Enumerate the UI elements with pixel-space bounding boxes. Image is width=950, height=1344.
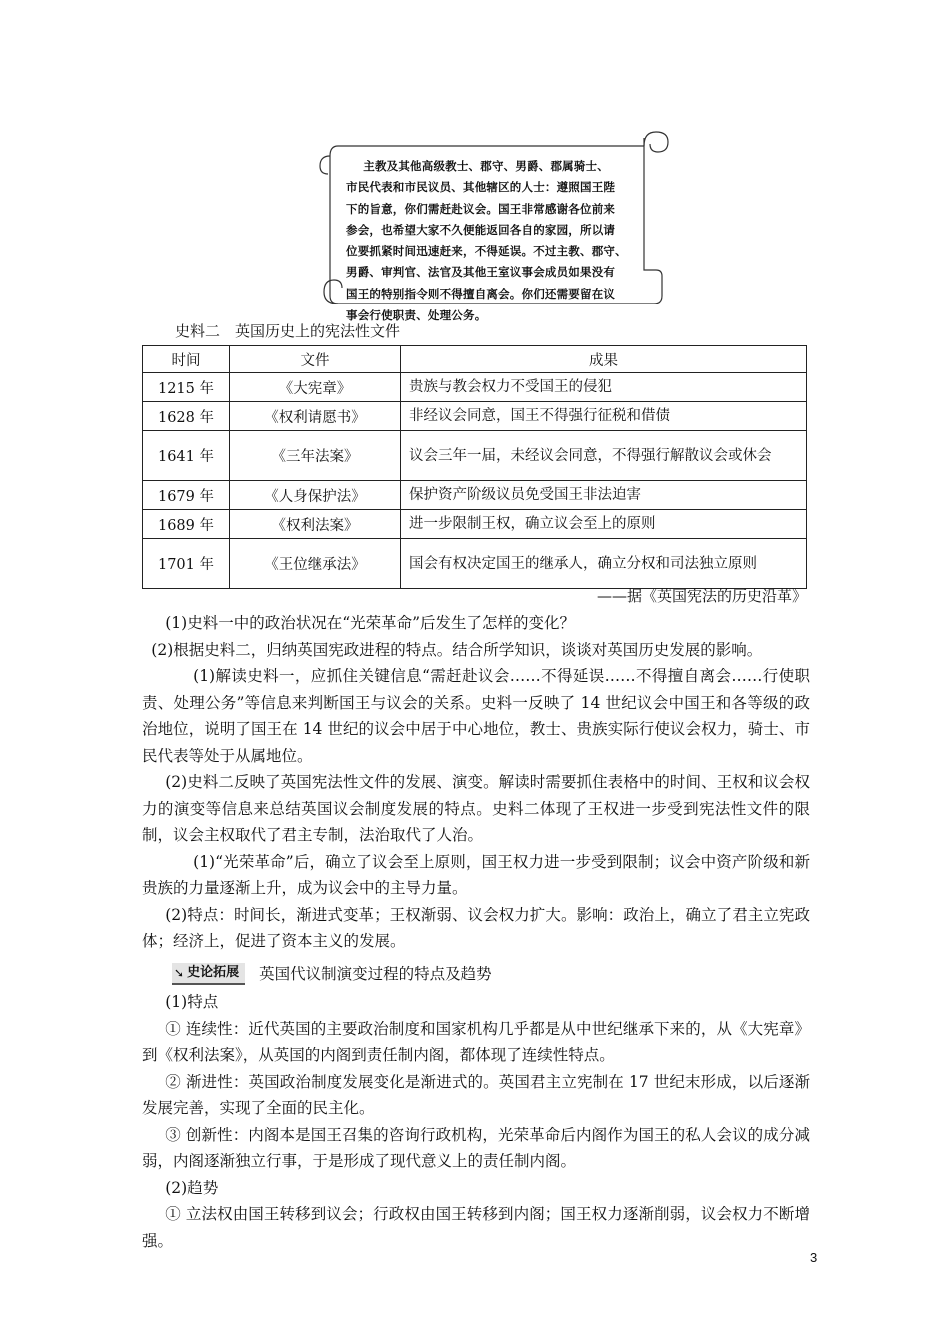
- cell-document: 《权利请愿书》: [230, 402, 401, 431]
- table-row: [143, 402, 807, 431]
- cell-time: 1628 年: [143, 402, 230, 431]
- scroll-line: 主教及其他高级教士、郡守、男爵、郡属骑士、: [363, 159, 609, 173]
- cell-document: 《大宪章》: [230, 373, 401, 402]
- extension-tag-label: 史论拓展: [187, 964, 240, 980]
- analysis-1: (1)解读史料一，应抓住关键信息“需赶赴议会……不得延误……不得擅自离会……行使职责、处理公务”等信息来判断国王与议会的关系。史料一反映了 14 世纪议会中国王和各等级的政治地位，说明了国王在 14 世纪的议会中居于中心地位，教士、贵族实际行使议会权力，骑士、市民代表等处于从属地位。: [142, 667, 810, 765]
- cell-document: 《人身保护法》: [230, 481, 401, 510]
- answer-1: (1)“光荣革命”后，确立了议会至上原则，国王权力进一步受到限制；议会中资产阶级和新贵族的力量逐渐上升，成为议会中的主导力量。: [142, 852, 810, 897]
- cell-result: 贵族与教会权力不受国王的侵犯: [401, 373, 807, 402]
- cell-document: 《权利法案》: [230, 510, 401, 539]
- header-document: 文件: [230, 346, 401, 373]
- cell-result: 国会有权决定国王的继承人，确立分权和司法独立原则: [401, 539, 807, 589]
- extension-point-4: ① 立法权由国王转移到议会；行政权由国王转移到内阁；国王权力逐渐削弱，议会权力不断增强。: [142, 1205, 810, 1250]
- scroll-line: 市民代表和市民议员、其他辖区的人士：遵照国王陛: [346, 180, 616, 195]
- analysis-2: (2)史料二反映了英国宪法性文件的发展、演变。解读时需要抓住表格中的时间、王权和议会权力的演变等信息来总结英国议会制度发展的特点。史料二体现了王权进一步受到宪法性文件的限制，议会主权取代了君主专制，法治取代了人治。: [142, 773, 810, 844]
- cell-time: 1679 年: [143, 481, 230, 510]
- constitution-table: [142, 345, 807, 589]
- cell-document: 《王位继承法》: [230, 539, 401, 589]
- cell-time: 1689 年: [143, 510, 230, 539]
- cell-result: 议会三年一届，未经议会同意，不得强行解散议会或休会: [401, 431, 807, 481]
- cell-result: 非经议会同意，国王不得强行征税和借债: [401, 402, 807, 431]
- extension-header: [142, 961, 810, 988]
- scroll-text: [346, 156, 658, 326]
- table-row: [143, 510, 807, 539]
- scroll-line: 国王的特别指令则不得擅自离会。你们还需要留在议: [346, 286, 616, 301]
- cell-time: 1215 年: [143, 373, 230, 402]
- answer-2: (2)特点：时间长，渐进式变革；王权渐弱、议会权力扩大。影响：政治上，确立了君主立宪政体；经济上，促进了资本主义的发展。: [142, 905, 810, 950]
- extension-point-3: ③ 创新性：内阁本是国王召集的咨询行政机构，光荣革命后内阁作为国王的私人会议的成分减弱，内阁逐渐独立行事，于是形成了现代意义上的责任制内阁。: [142, 1125, 810, 1170]
- extension-heading-2: (2)趋势: [165, 1178, 219, 1197]
- cell-result: 保护资产阶级议员免受国王非法迫害: [401, 481, 807, 510]
- page-number: 3: [810, 1250, 818, 1265]
- extension-point-1: ① 连续性：近代英国的主要政治制度和国家机构几乎都是从中世纪继承下来的，从《大宪章》到《权利法案》，从英国的内阁到责任制内阁，都体现了连续性特点。: [142, 1019, 810, 1064]
- arrow-icon: ➘: [174, 965, 185, 980]
- scroll-line: 男爵、审判官、法官及其他王室议事会成员如果没有: [346, 265, 616, 280]
- extension-tag: [172, 963, 245, 985]
- header-time: 时间: [143, 346, 230, 373]
- scroll-line: 位要抓紧时间迅速赶来，不得延误。不过主教、郡守、: [346, 244, 627, 259]
- table-row: [143, 373, 807, 402]
- table-row: [143, 431, 807, 481]
- scroll-line: 参会，也希望大家不久便能返回各自的家园，所以请: [346, 222, 616, 237]
- table-row: [143, 539, 807, 589]
- table-header-row: [143, 346, 807, 373]
- extension-heading-1: (1)特点: [165, 993, 219, 1011]
- cell-time: 1701 年: [143, 539, 230, 589]
- question-1: (1)史料一中的政治状况在“光荣革命”后发生了怎样的变化？: [165, 614, 576, 632]
- cell-result: 进一步限制王权，确立议会至上的原则: [401, 510, 807, 539]
- header-result: 成果: [401, 346, 807, 373]
- scroll-line: 事会行使职责、处理公务。: [346, 308, 487, 323]
- scroll-line: 下的旨意，你们需赶赴议会。国王非常感谢各位前来: [346, 201, 616, 216]
- main-content: [142, 610, 810, 1254]
- extension-title: 英国代议制演变过程的特点及趋势: [259, 964, 492, 983]
- question-2: (2)根据史料二，归纳英国宪政进程的特点。结合所学知识，谈谈对英国历史发展的影响。: [151, 640, 763, 659]
- table-caption: 史料二 英国历史上的宪法性文件: [175, 322, 401, 340]
- cell-time: 1641 年: [143, 431, 230, 481]
- cell-document: 《三年法案》: [230, 431, 401, 481]
- table-row: [143, 481, 807, 510]
- extension-point-2: ② 渐进性：英国政治制度发展变化是渐进式的。英国君主立宪制在 17 世纪末形成，以后逐渐发展完善，实现了全面的民主化。: [142, 1072, 810, 1117]
- table-source: ——据《英国宪法的历史沿革》: [596, 587, 807, 605]
